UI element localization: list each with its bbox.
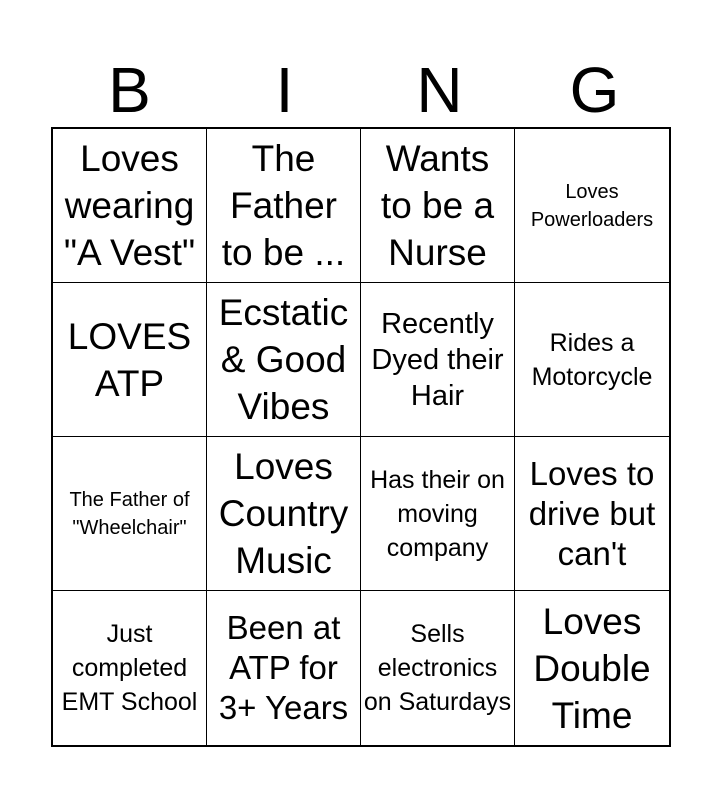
bingo-cell-text: Loves Double Time — [533, 600, 651, 736]
bingo-cell[interactable] — [515, 591, 669, 745]
bingo-cell[interactable] — [53, 283, 207, 437]
bingo-cell-text: Loves wearing "A Vest" — [63, 138, 196, 273]
bingo-cell-text: The Father to be ... — [221, 138, 346, 273]
bingo-cell-text: Has their on moving company — [370, 465, 505, 562]
header-letter-b: B — [108, 54, 151, 126]
bingo-cell[interactable] — [361, 591, 515, 745]
bingo-cell[interactable] — [53, 437, 207, 591]
bingo-board — [51, 127, 671, 747]
bingo-cell[interactable] — [361, 283, 515, 437]
bingo-cell-text: Ecstatic & Good Vibes — [218, 292, 349, 427]
bingo-header — [52, 52, 672, 128]
bingo-cell-text: LOVES ATP — [67, 315, 192, 404]
bingo-cell-text: The Father of "Wheelchair" — [69, 488, 190, 539]
bingo-cell[interactable] — [53, 129, 207, 283]
bingo-cell[interactable] — [53, 591, 207, 745]
bingo-cell-text: Been at ATP for 3+ Years — [218, 609, 349, 726]
bingo-cell[interactable] — [361, 129, 515, 283]
bingo-cell-text: Sells electronics on Saturdays — [363, 620, 512, 716]
bingo-cell-text: Loves Powerloaders — [530, 180, 654, 231]
bingo-cell-text: Loves Country Music — [218, 446, 349, 581]
header-letter-g: G — [569, 54, 620, 126]
bingo-cell[interactable] — [361, 437, 515, 591]
bingo-cell-text: Rides a Motorcycle — [531, 328, 653, 391]
bingo-cell[interactable] — [207, 591, 361, 745]
bingo-cell[interactable] — [207, 129, 361, 283]
bingo-cell-text: Just completed EMT School — [61, 620, 198, 716]
header-letter-n: N — [416, 54, 463, 126]
bingo-cell-text: Recently Dyed their Hair — [371, 307, 504, 412]
bingo-cell[interactable] — [515, 283, 669, 437]
bingo-cell-text: Wants to be a Nurse — [380, 138, 495, 273]
header-letter-i: I — [275, 54, 294, 126]
bingo-cell[interactable] — [515, 129, 669, 283]
bingo-cell[interactable] — [207, 437, 361, 591]
bingo-cell[interactable] — [515, 437, 669, 591]
bingo-cell-text: Loves to drive but can't — [528, 454, 656, 572]
bingo-cell[interactable] — [207, 283, 361, 437]
